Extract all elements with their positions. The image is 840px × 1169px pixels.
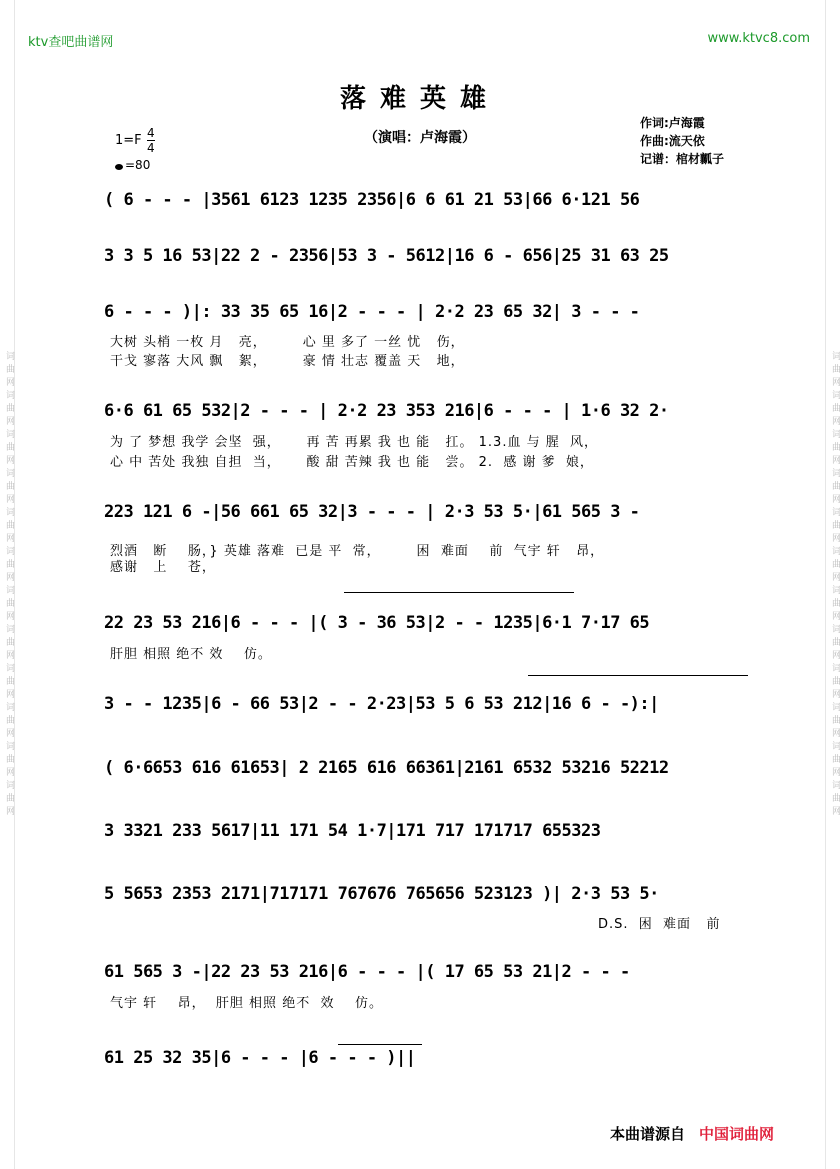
composer: 作曲:流天依	[640, 134, 705, 148]
time-signature	[147, 126, 155, 155]
quarter-note-icon	[115, 164, 123, 170]
lyric-line-6a: 肝胆 相照 绝不 效 仿。	[110, 647, 272, 662]
key-signature: 1=F	[115, 133, 142, 148]
time-bottom: 4	[147, 141, 155, 155]
score-line-7: 3 - - 1235|6 - 66 53|2 - - 2·23|53 5 6 53 212|16 6 - -):|	[104, 694, 659, 714]
singer: （演唱：卢海霞）	[364, 130, 476, 146]
source-footer	[610, 1123, 774, 1144]
transcriber: 记谱：棺材瓤子	[640, 152, 725, 166]
score-line-12: 61 25 32 35|6 - - - |6 - - - )||	[104, 1048, 416, 1068]
tempo-value: =80	[125, 158, 151, 172]
lyric-line-3b: 干戈 寥落 大风 飘 絮， 豪 情 壮志 覆盖 天 地，	[110, 354, 465, 369]
score-line-5: 223 121 6 -|56 661 65 32|3 - - - | 2·3 53 5·|61 565 3 -	[104, 502, 640, 522]
source-label: 本曲谱源自	[610, 1125, 686, 1143]
volta-bracket-2	[528, 675, 748, 676]
score-line-8: ( 6·6653 616 61653| 2 2165 616 66361|2161 6532 53216 52212	[104, 758, 669, 778]
score-line-11: 61 565 3 -|22 23 53 216|6 - - - |( 17 65 53 21|2 - - -	[104, 962, 630, 982]
tempo	[115, 158, 150, 172]
volta-bracket	[344, 592, 574, 593]
lyric-line-11a: 气宇 轩 昂， 肝胆 相照 绝不 效 仿。	[110, 996, 383, 1011]
score-line-9: 3 3321 233 5617|11 171 54 1·7|171 717 171717 655323	[104, 821, 601, 841]
lyricist: 作词:卢海霞	[640, 116, 705, 130]
score-line-1: ( 6 - - - |3561 6123 1235 2356|6 6 61 21 53|66 6·121 56	[104, 190, 640, 210]
watermark-side-right: 词曲网词曲网词曲网词曲网词曲网词曲网词曲网词曲网词曲网词曲网词曲网词曲网	[825, 0, 840, 1169]
lyric-line-4b: 心 中 苦处 我独 自担 当， 酸 甜 苦辣 我 也 能 尝。 2. 感 谢 爹 娘，	[110, 455, 594, 470]
lyric-line-10a: D.S. 困 难面 前	[598, 917, 721, 932]
lyric-line-5a: 烈酒 断 肠，} 英雄 落难 已是 平 常， 困 难面 前 气宇 轩 昂，	[110, 544, 605, 559]
fermata-line	[338, 1044, 422, 1045]
score-line-4: 6·6 61 65 532|2 - - - | 2·2 23 353 216|6 - - - | 1·6 32 2·	[104, 401, 669, 421]
brand-link[interactable]: 中国词曲网	[699, 1125, 775, 1143]
site-left-link[interactable]: ktv查吧曲谱网	[28, 35, 114, 50]
watermark-side-left: 词曲网词曲网词曲网词曲网词曲网词曲网词曲网词曲网词曲网词曲网词曲网词曲网	[0, 0, 15, 1169]
site-right-link[interactable]: www.ktvc8.com	[707, 31, 810, 46]
score-line-10: 5 5653 2353 2171|717171 767676 765656 523123 )| 2·3 53 5·	[104, 884, 659, 904]
time-top: 4	[147, 126, 155, 140]
lyric-line-5b: 感谢 上 苍，	[110, 560, 216, 575]
score-line-2: 3 3 5 16 53|22 2 - 2356|53 3 - 5612|16 6 - 656|25 31 63 25	[104, 246, 669, 266]
lyric-line-3a: 大树 头梢 一枚 月 亮， 心 里 多了 一丝 忧 伤，	[110, 335, 465, 350]
score-line-3: 6 - - - )|: 33 35 65 16|2 - - - | 2·2 23 65 32| 3 - - -	[104, 302, 640, 322]
credits	[640, 114, 724, 168]
score-line-6: 22 23 53 216|6 - - - |( 3 - 36 53|2 - - 1235|6·1 7·17 65	[104, 613, 650, 633]
lyric-line-4a: 为 了 梦想 我学 会坚 强， 再 苦 再累 我 也 能 扛。 1.3.血 与 腥 风，	[110, 435, 598, 450]
song-title: 落难英雄	[339, 84, 500, 114]
